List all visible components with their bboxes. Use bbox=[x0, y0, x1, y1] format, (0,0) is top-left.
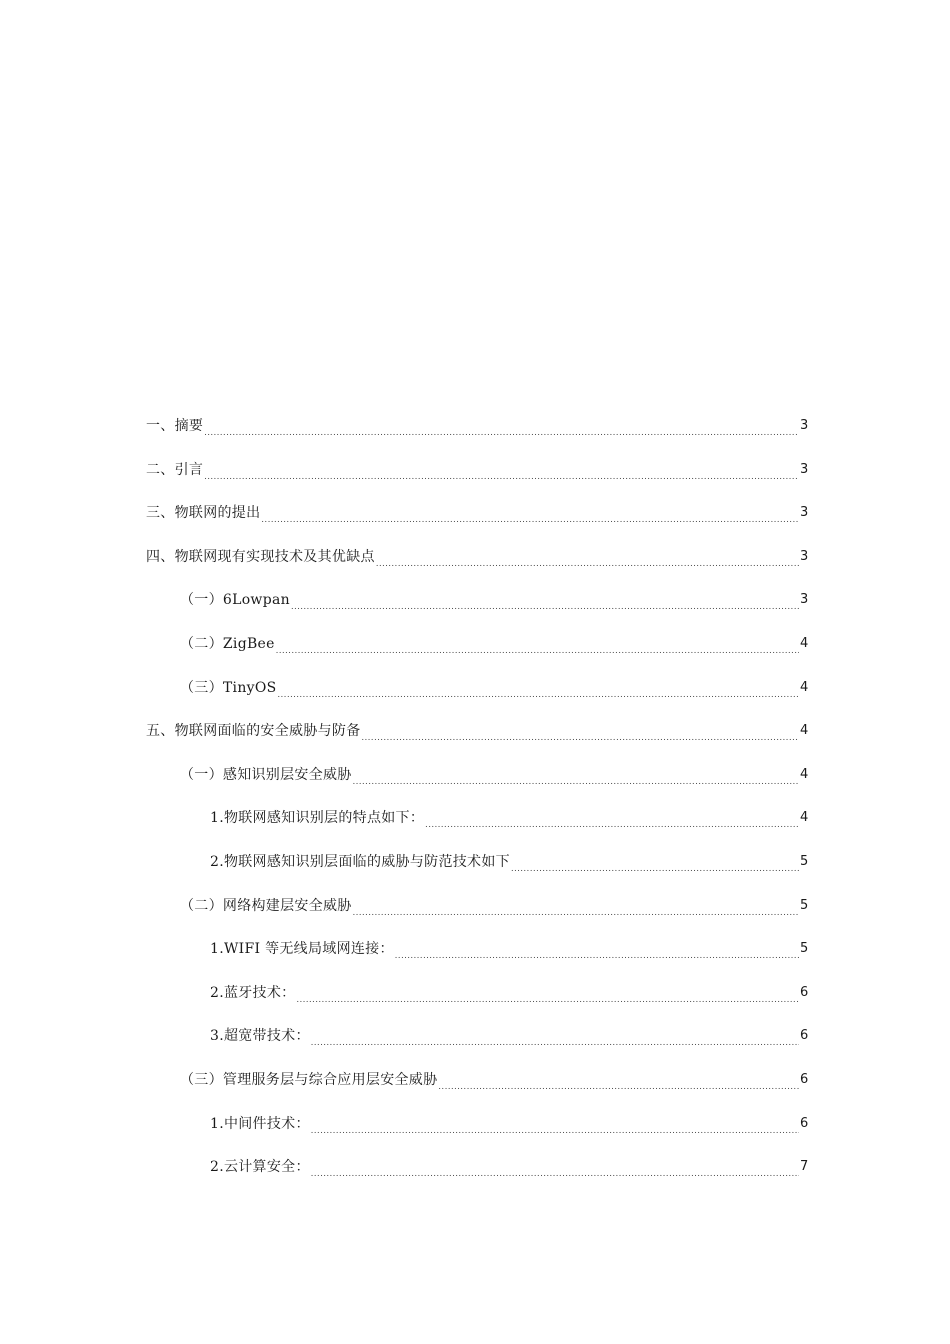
toc-entry-title: 3.超宽带技术： bbox=[210, 1028, 310, 1045]
toc-entry[interactable] bbox=[146, 1026, 808, 1070]
toc-entry-page: 5 bbox=[800, 853, 809, 869]
toc-entry-page: 6 bbox=[800, 1071, 809, 1087]
toc-entry-page: 4 bbox=[800, 635, 809, 651]
toc-entry-page: 3 bbox=[800, 548, 809, 564]
toc-entry-page: 4 bbox=[800, 810, 809, 826]
toc-entry[interactable] bbox=[146, 1070, 808, 1114]
toc-entry[interactable] bbox=[146, 896, 808, 940]
toc-entry-title: 1.WIFI 等无线局域网连接： bbox=[210, 941, 394, 958]
toc-entry[interactable] bbox=[146, 503, 808, 547]
toc-leader-dots bbox=[204, 421, 799, 441]
toc-entry-page: 3 bbox=[800, 505, 809, 521]
toc-entry-page: 6 bbox=[800, 1028, 809, 1044]
toc-entry-page: 5 bbox=[800, 897, 809, 913]
toc-entry[interactable] bbox=[146, 416, 808, 460]
toc-leader-dots bbox=[261, 508, 799, 528]
toc-entry-title: 2.蓝牙技术： bbox=[210, 984, 296, 1001]
toc-entry[interactable] bbox=[146, 1157, 808, 1201]
toc-entry-title: 三、物联网的提出 bbox=[146, 505, 261, 522]
toc-entry-page: 4 bbox=[800, 766, 809, 782]
toc-entry[interactable] bbox=[146, 765, 808, 809]
table-of-contents bbox=[146, 416, 808, 1201]
toc-entry-title: （三）管理服务层与综合应用层安全威胁 bbox=[180, 1071, 438, 1088]
toc-entry-title: 1.中间件技术： bbox=[210, 1115, 310, 1132]
toc-entry[interactable] bbox=[146, 1114, 808, 1158]
toc-entry[interactable] bbox=[146, 852, 808, 896]
toc-entry-page: 4 bbox=[800, 723, 809, 739]
toc-leader-dots bbox=[296, 988, 799, 1008]
toc-entry-title: 五、物联网面临的安全威胁与防备 bbox=[146, 723, 361, 740]
toc-leader-dots bbox=[438, 1075, 799, 1095]
toc-leader-dots bbox=[353, 770, 799, 790]
toc-leader-dots bbox=[425, 813, 799, 833]
toc-leader-dots bbox=[362, 726, 800, 746]
toc-leader-dots bbox=[395, 944, 799, 964]
toc-entry[interactable] bbox=[146, 590, 808, 634]
toc-entry[interactable] bbox=[146, 547, 808, 591]
toc-leader-dots bbox=[276, 639, 799, 659]
toc-leader-dots bbox=[278, 683, 799, 703]
toc-leader-dots bbox=[291, 595, 799, 615]
toc-leader-dots bbox=[204, 465, 799, 485]
toc-entry-page: 3 bbox=[800, 461, 809, 477]
toc-entry-page: 5 bbox=[800, 941, 809, 957]
toc-entry-title: 四、物联网现有实现技术及其优缺点 bbox=[146, 548, 375, 565]
toc-leader-dots bbox=[511, 857, 799, 877]
toc-entry[interactable] bbox=[146, 634, 808, 678]
toc-entry-title: （二）ZigBee bbox=[180, 635, 275, 652]
toc-entry[interactable] bbox=[146, 983, 808, 1027]
toc-entry-title: 2.物联网感知识别层面临的威胁与防范技术如下 bbox=[210, 853, 510, 870]
toc-entry-page: 3 bbox=[800, 418, 809, 433]
toc-leader-dots bbox=[311, 1119, 799, 1139]
toc-entry-title: 二、引言 bbox=[146, 461, 204, 478]
toc-entry[interactable] bbox=[146, 721, 808, 765]
toc-entry-title: （三）TinyOS bbox=[180, 679, 277, 696]
toc-entry[interactable] bbox=[146, 460, 808, 504]
toc-leader-dots bbox=[311, 1031, 799, 1051]
toc-entry-title: （一）感知识别层安全威胁 bbox=[180, 766, 352, 783]
toc-entry-page: 6 bbox=[800, 984, 809, 1000]
toc-entry[interactable] bbox=[146, 678, 808, 722]
toc-entry-page: 6 bbox=[800, 1115, 809, 1131]
toc-entry-title: （一）6Lowpan bbox=[180, 592, 290, 609]
toc-leader-dots bbox=[376, 552, 799, 572]
toc-leader-dots bbox=[311, 1162, 799, 1182]
toc-entry-page: 3 bbox=[800, 592, 809, 608]
toc-leader-dots bbox=[353, 901, 799, 921]
toc-entry-page: 7 bbox=[800, 1159, 809, 1175]
toc-entry-title: 2.云计算安全： bbox=[210, 1159, 310, 1176]
toc-entry[interactable] bbox=[146, 939, 808, 983]
toc-entry-page: 4 bbox=[800, 679, 809, 695]
toc-entry-title: （二）网络构建层安全威胁 bbox=[180, 897, 352, 914]
toc-entry[interactable] bbox=[146, 808, 808, 852]
toc-entry-title: 一、摘要 bbox=[146, 418, 204, 434]
toc-entry-title: 1.物联网感知识别层的特点如下： bbox=[210, 810, 425, 827]
